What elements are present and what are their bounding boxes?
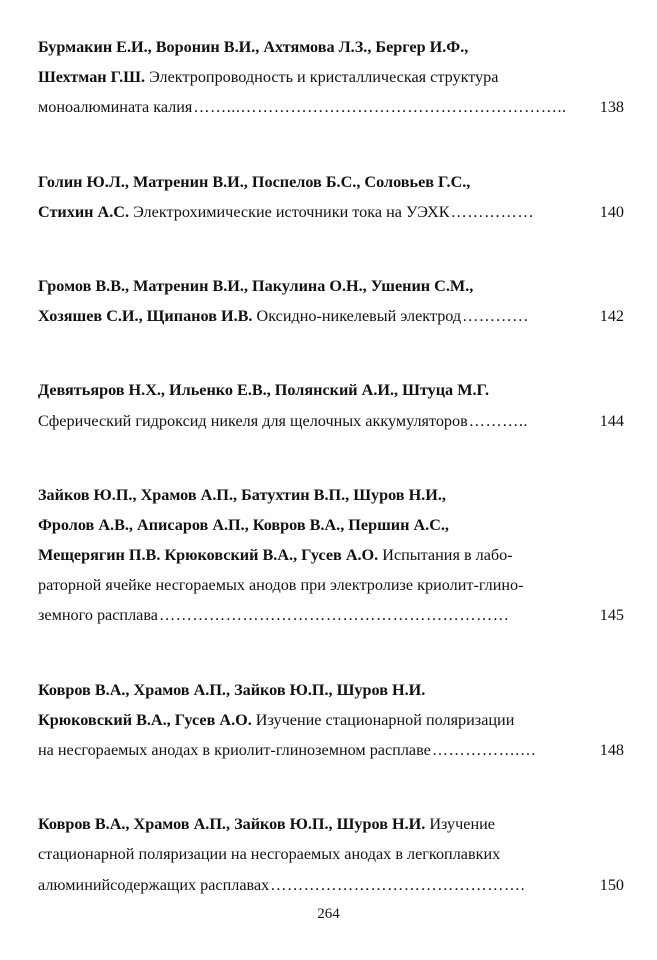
entry-title-text: на несгораемых анодах в криолит-глиноземном расплаве bbox=[38, 741, 431, 759]
entry-authors: Голин Ю.Л., Матренин В.И., Поспелов Б.С., Соловьев Г.С., bbox=[38, 172, 471, 191]
toc-entry bbox=[38, 375, 624, 435]
leader-dots: ……….. bbox=[468, 411, 528, 430]
toc-entry bbox=[38, 167, 624, 227]
toc-entry bbox=[38, 809, 624, 900]
entry-title-text: Испытания в лабо- bbox=[378, 546, 513, 565]
entry-page-number: 138 bbox=[599, 98, 624, 117]
entry-title-text: раторной ячейке несгораемых анодов при электролизе криолит-глино- bbox=[38, 576, 524, 595]
entry-line bbox=[38, 510, 624, 540]
entry-last-line bbox=[38, 735, 624, 765]
entry-title-text: стационарной поляризации на несгораемых анодах в легкоплавких bbox=[38, 845, 501, 864]
entry-page-number: 148 bbox=[599, 741, 624, 759]
leader-dots: ……………………………………………………… bbox=[158, 606, 510, 625]
leader-dots: ………………………………………. bbox=[270, 875, 526, 894]
entry-authors: Хозяшев С.И., Щипанов И.В. bbox=[38, 307, 253, 326]
entry-line bbox=[38, 705, 624, 735]
entry-line bbox=[38, 675, 624, 705]
entry-last-line bbox=[38, 197, 624, 227]
entry-page-number: 145 bbox=[599, 606, 624, 625]
toc-entry bbox=[38, 675, 624, 766]
entry-authors: Ковров В.А., Храмов А.П., Зайков Ю.П., Шуров Н.И. bbox=[38, 680, 426, 699]
entry-authors: Ковров В.А., Храмов А.П., Зайков Ю.П., Шуров Н.И. bbox=[38, 815, 426, 834]
toc-entry bbox=[38, 480, 624, 631]
entry-authors: Стихин А.С. bbox=[38, 202, 130, 221]
entry-authors: Громов В.В., Матренин В.И., Пакулина О.Н., Ушенин С.М., bbox=[38, 276, 474, 295]
page-number: 264 bbox=[317, 906, 340, 922]
leader-dots: …………….… bbox=[431, 741, 537, 759]
entry-page-number: 150 bbox=[599, 875, 624, 894]
entry-title-text: Изучение стационарной поляризации bbox=[251, 710, 515, 729]
entry-last-line bbox=[38, 600, 624, 630]
entry-line bbox=[38, 570, 624, 600]
entry-last-line bbox=[38, 406, 624, 436]
entry-page-number: 140 bbox=[599, 202, 624, 221]
entry-authors: Зайков Ю.П., Храмов А.П., Батухтин В.П., Шуров Н.И., bbox=[38, 485, 446, 504]
entry-line bbox=[38, 271, 624, 301]
entry-line bbox=[38, 62, 624, 92]
entry-last-line bbox=[38, 92, 624, 122]
entry-authors: Мещерягин П.В. Крюковский В.А., Гусев А.О. bbox=[38, 546, 379, 565]
entry-title-text: Электрохимические источники тока на УЭХК bbox=[129, 202, 450, 221]
entry-line bbox=[38, 167, 624, 197]
entry-title-text: Электропроводность и кристаллическая структура bbox=[145, 68, 499, 87]
entry-line bbox=[38, 375, 624, 405]
entry-title-text: Изучение bbox=[425, 815, 495, 834]
entry-title-text: моноалюмината калия bbox=[38, 98, 193, 117]
entry-title-text: Сферический гидроксид никеля для щелочных аккумуляторов bbox=[38, 411, 468, 430]
entry-authors: Девятьяров Н.Х., Ильенко Е.В., Полянский А.И., Штуца М.Г. bbox=[38, 381, 490, 400]
entry-page-number: 144 bbox=[599, 411, 624, 430]
entry-last-line bbox=[38, 301, 624, 331]
entry-page-number: 142 bbox=[599, 307, 624, 326]
entry-title-text: земного расплава bbox=[38, 606, 158, 625]
toc-entry bbox=[38, 32, 624, 123]
toc-entry bbox=[38, 271, 624, 331]
leader-dots: ………… bbox=[462, 307, 529, 326]
leader-dots: ……...………………………………………………….. bbox=[193, 98, 567, 117]
entry-title-text: алюминийсодержащих расплавах bbox=[38, 875, 270, 894]
entry-authors: Бурмакин Е.И., Воронин В.И., Ахтямова Л.З., Бергер И.Ф., bbox=[38, 38, 469, 56]
entry-authors: Шехтман Г.Ш. bbox=[38, 68, 146, 87]
entry-line bbox=[38, 540, 624, 570]
entry-authors: Фролов А.В., Аписаров А.П., Ковров В.А., Першин А.С., bbox=[38, 515, 449, 534]
entry-title-text: Оксидно-никелевый электрод bbox=[252, 307, 462, 326]
entry-last-line bbox=[38, 870, 624, 900]
entry-authors: Крюковский В.А., Гусев А.О. bbox=[38, 710, 252, 729]
leader-dots: …………… bbox=[450, 202, 535, 221]
entry-line bbox=[38, 839, 624, 869]
entry-line bbox=[38, 480, 624, 510]
table-of-contents bbox=[38, 32, 624, 900]
entry-line bbox=[38, 32, 624, 62]
entry-line bbox=[38, 809, 624, 839]
